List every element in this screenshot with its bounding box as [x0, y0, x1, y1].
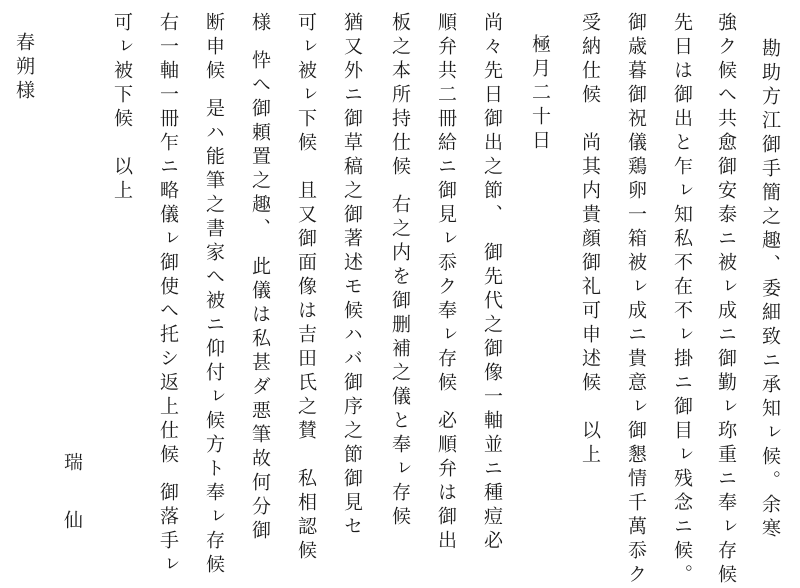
letter-line: 猶又外ニ御草稿之御著述モ候ハバ御序之節御見セ: [341, 12, 363, 540]
letter-line: 可ㇾ被ㇾ下候: [295, 12, 317, 156]
letter-line: 且又御面像は吉田氏之賛: [295, 180, 317, 444]
letter-line: 御歳暮御祝儀鶏卵一箱被ㇾ成ニ貴意ㇾ御懇情千萬忝ク: [625, 12, 647, 588]
letter-line: 必順弁は御出: [435, 410, 457, 554]
letter-sender: [62, 452, 81, 539]
letter-line: 勘助方江御手簡之趣、委細致ニ承知ㇾ候。余寒: [759, 38, 781, 542]
letter-column-8: [436, 12, 455, 554]
letter-line: 以上: [111, 156, 133, 204]
letter-line: 右一軸一冊乍ニ略儀ㇾ御使へ托シ返上仕候: [157, 12, 179, 468]
letter-column-10: [342, 12, 361, 540]
letter-column-15: [112, 12, 131, 204]
letter-line: 様: [249, 12, 271, 36]
letter-line: 御落手ㇾ: [157, 482, 179, 578]
letter-column-4: [626, 12, 645, 588]
letter-line: 順弁共二冊給ニ御見ㇾ忝ク奉ㇾ存候: [435, 12, 457, 396]
letter-column-2: [716, 12, 735, 588]
recipient-name: 春朔様: [13, 32, 35, 104]
letter-line: 強ク候へ共愈御安泰ニ被ㇾ成ニ御勤ㇾ珎重ニ奉ㇾ存候: [715, 12, 737, 588]
letter-line: 忰へ御頼置之趣、: [249, 50, 271, 242]
letter-line: 尚々先日御出之節、: [481, 12, 503, 228]
letter-column-11: [296, 12, 315, 564]
letter-line: 是ハ能筆之書家へ被ニ仰付ㇾ候方ト奉ㇾ存候: [203, 98, 225, 578]
letter-line: 板之本所持仕候: [389, 12, 411, 180]
letter-line: 此儀は私甚ダ悪筆故何分御: [249, 256, 271, 544]
letter-line: 受納仕候: [579, 12, 601, 108]
letter-recipient: [14, 32, 33, 104]
letter-date: [530, 34, 549, 154]
letter-column-13: [204, 12, 223, 578]
date-text: 極月二十日: [529, 34, 551, 154]
letter-column-14: [158, 12, 177, 578]
letter-column-5: [580, 12, 599, 468]
letter-line: 右之内を御删補之儀と奉ㇾ存候: [389, 194, 411, 530]
letter-line: 可ㇾ被下候: [111, 12, 133, 132]
letter-line: 私相認候: [295, 468, 317, 564]
letter-column-9: [390, 12, 409, 530]
letter-line: 断申候: [203, 12, 225, 84]
letter-column-3: [672, 12, 691, 588]
letter-column-1: [760, 38, 779, 542]
letter-line: 尚其内貴顔御礼可申述候 以上: [579, 132, 601, 468]
sender-name: 瑞 仙: [61, 452, 83, 539]
letter-column-7: [482, 12, 501, 554]
letter-column-12: [250, 12, 269, 544]
letter-line: 御先代之御像一軸並ニ種痘必: [481, 242, 503, 554]
letter-line: 先日は御出と乍ㇾ知私不在不ㇾ掛ニ御目ㇾ残念ニ候。: [671, 12, 693, 588]
